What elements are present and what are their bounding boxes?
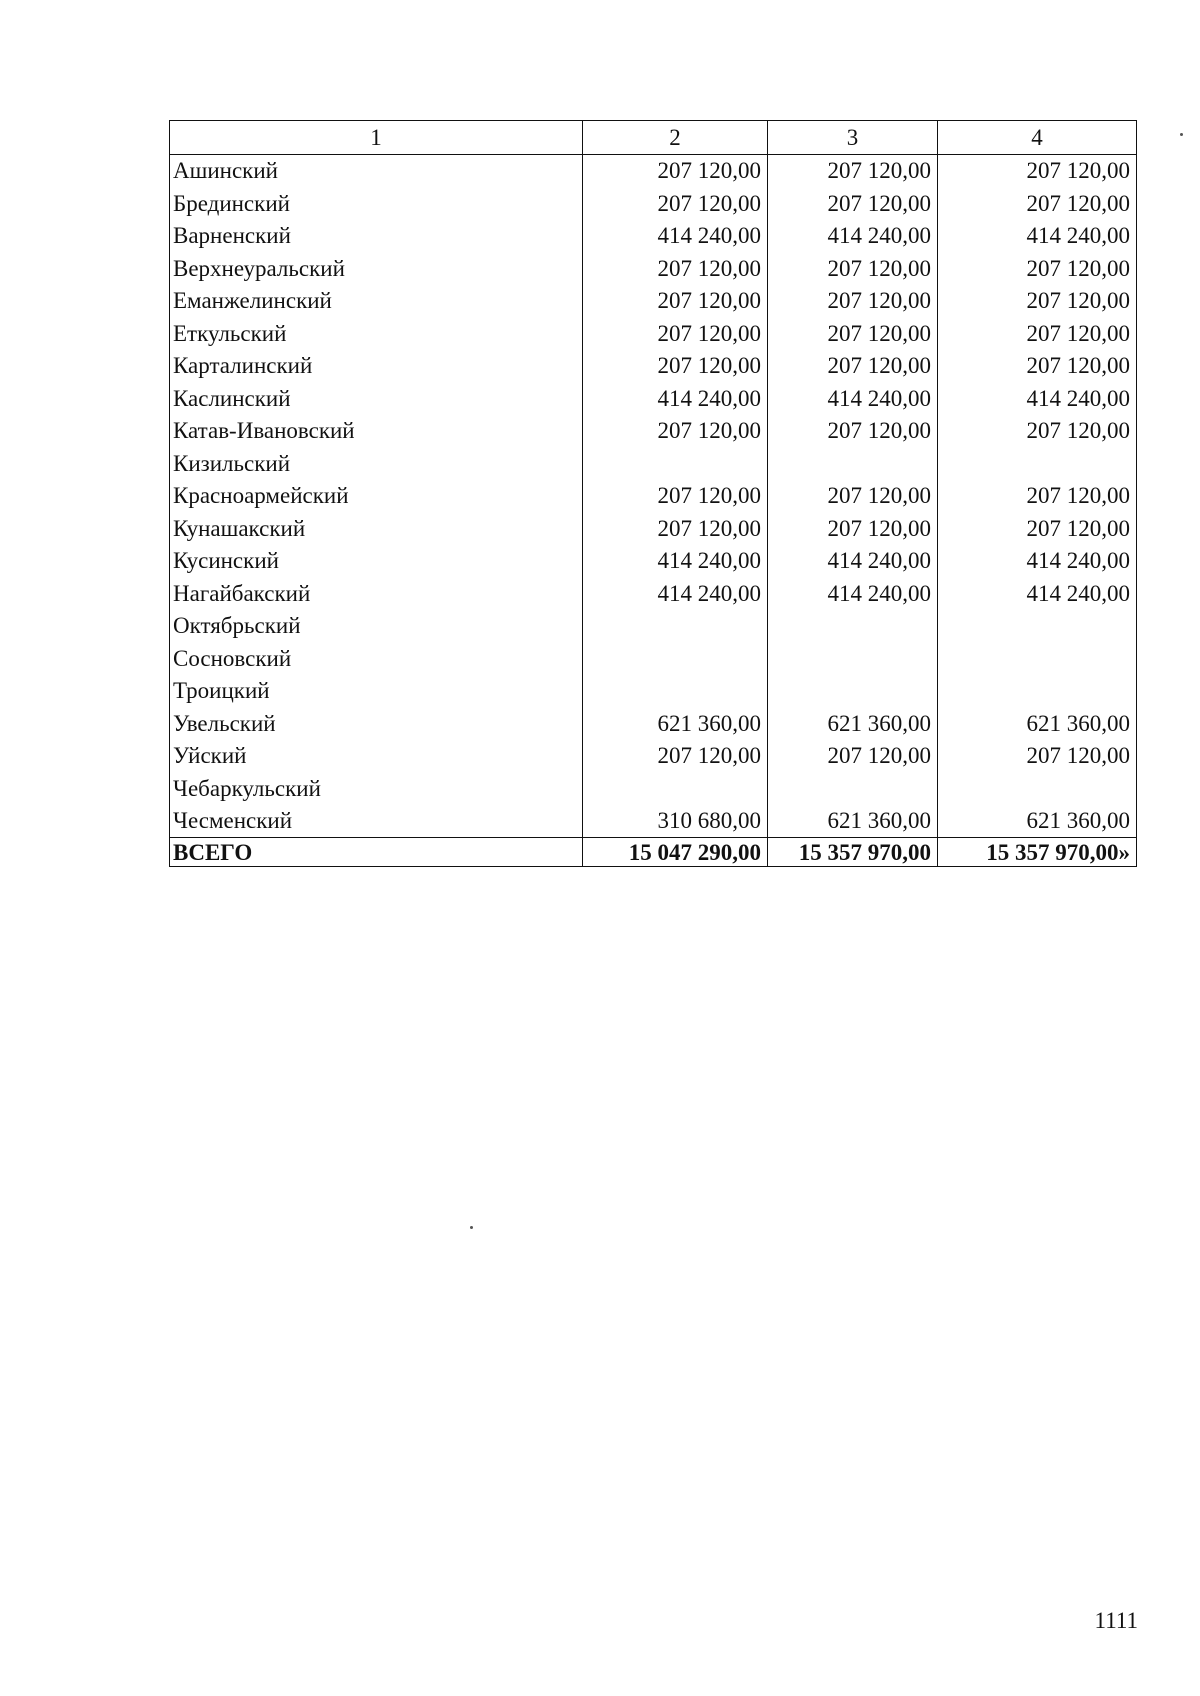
amount-cell-c2: 207 120,00: [583, 317, 768, 350]
amount-cell-c2: 414 240,00: [583, 382, 768, 415]
table-row: [170, 187, 1137, 220]
amount-cell-c4: 207 120,00: [938, 350, 1137, 383]
amount-cell-c2: [583, 772, 768, 805]
amount-cell-c3: 207 120,00: [768, 740, 938, 773]
amount-cell-c4: 414 240,00: [938, 382, 1137, 415]
table-row: [170, 480, 1137, 513]
amount-cell-c4: [938, 610, 1137, 643]
district-name: Еткульский: [173, 320, 287, 346]
amount-cell-c4: 414 240,00: [938, 220, 1137, 253]
table-row: [170, 252, 1137, 285]
amount-cell-c2: 207 120,00: [583, 512, 768, 545]
table-body: [170, 154, 1137, 867]
amount-cell-c4: 207 120,00: [938, 187, 1137, 220]
table-row: [170, 220, 1137, 253]
district-name: Карталинский: [173, 353, 313, 379]
district-name: Верхнеуральский: [173, 255, 345, 281]
amount-cell-c3: 207 120,00: [768, 350, 938, 383]
district-name: Кизильский: [173, 450, 291, 476]
amount-cell-c2: 414 240,00: [583, 220, 768, 253]
table-row: [170, 285, 1137, 318]
table-row: [170, 512, 1137, 545]
amount-cell-c3: 414 240,00: [768, 382, 938, 415]
amount-cell-c3: 207 120,00: [768, 415, 938, 448]
amount-cell-c2: 310 680,00: [583, 805, 768, 838]
table-row: [170, 675, 1137, 708]
table-row: [170, 317, 1137, 350]
district-name: Троицкий: [173, 678, 270, 704]
district-name: Нагайбакский: [173, 580, 311, 606]
total-label: ВСЕГО: [170, 838, 583, 867]
table-row: [170, 707, 1137, 740]
district-name: Еманжелинский: [173, 288, 332, 314]
amount-cell-c3: 207 120,00: [768, 285, 938, 318]
page-number: 1111: [1094, 1608, 1138, 1633]
amount-cell-c4: 621 360,00: [938, 707, 1137, 740]
district-name: Брединский: [173, 190, 290, 216]
amount-cell-c4: 207 120,00: [938, 512, 1137, 545]
column-header: 1: [170, 121, 583, 155]
amount-cell-c2: 621 360,00: [583, 707, 768, 740]
amount-cell-c3: 207 120,00: [768, 154, 938, 187]
district-name: Каслинский: [173, 385, 291, 411]
amount-cell-c4: 207 120,00: [938, 252, 1137, 285]
amount-cell-c3: 207 120,00: [768, 252, 938, 285]
amount-cell-c4: [938, 642, 1137, 675]
amount-cell-c4: 207 120,00: [938, 415, 1137, 448]
amount-cell-c2: 207 120,00: [583, 187, 768, 220]
district-name: Уйский: [173, 743, 247, 769]
total-amount-c4: 15 357 970,00»: [938, 838, 1137, 867]
allocation-table: [169, 120, 1137, 867]
district-name: Чебаркульский: [173, 775, 321, 801]
table-row: [170, 545, 1137, 578]
table-row: [170, 772, 1137, 805]
total-row: [170, 838, 1137, 867]
header-row: [170, 121, 1137, 155]
amount-cell-c4: 621 360,00: [938, 805, 1137, 838]
amount-cell-c2: [583, 447, 768, 480]
amount-cell-c2: 207 120,00: [583, 154, 768, 187]
amount-cell-c3: 414 240,00: [768, 220, 938, 253]
district-name: Чесменский: [173, 808, 293, 834]
amount-cell-c4: 207 120,00: [938, 317, 1137, 350]
amount-cell-c2: 207 120,00: [583, 252, 768, 285]
column-header: 4: [938, 121, 1137, 155]
amount-cell-c4: [938, 447, 1137, 480]
table-row: [170, 350, 1137, 383]
amount-cell-c4: [938, 772, 1137, 805]
amount-cell-c2: 207 120,00: [583, 285, 768, 318]
table-row: [170, 740, 1137, 773]
table-row: [170, 154, 1137, 187]
amount-cell-c3: 207 120,00: [768, 480, 938, 513]
column-header: 3: [768, 121, 938, 155]
amount-cell-c4: 207 120,00: [938, 480, 1137, 513]
amount-cell-c3: 207 120,00: [768, 187, 938, 220]
amount-cell-c3: 207 120,00: [768, 317, 938, 350]
amount-cell-c2: 207 120,00: [583, 415, 768, 448]
table-row: [170, 642, 1137, 675]
district-name: Катав-Ивановский: [173, 418, 355, 444]
amount-cell-c3: 207 120,00: [768, 512, 938, 545]
table-row: [170, 447, 1137, 480]
amount-cell-c3: 414 240,00: [768, 577, 938, 610]
amount-cell-c3: [768, 610, 938, 643]
amount-cell-c4: 414 240,00: [938, 545, 1137, 578]
amount-cell-c3: [768, 642, 938, 675]
table-row: [170, 382, 1137, 415]
district-name: Ашинский: [173, 158, 278, 184]
amount-cell-c2: [583, 675, 768, 708]
table-row: [170, 577, 1137, 610]
table-row: [170, 415, 1137, 448]
district-name: Увельский: [173, 710, 276, 736]
amount-cell-c3: [768, 772, 938, 805]
amount-cell-c3: 414 240,00: [768, 545, 938, 578]
district-name: Варненский: [173, 223, 291, 249]
total-amount-c3: 15 357 970,00: [768, 838, 938, 867]
scan-speck: [1180, 133, 1183, 136]
table-row: [170, 610, 1137, 643]
total-amount-c2: 15 047 290,00: [583, 838, 768, 867]
district-name: Октябрьский: [173, 613, 301, 639]
amount-cell-c4: 207 120,00: [938, 285, 1137, 318]
district-name: Кунашакский: [173, 515, 306, 541]
scan-speck: [470, 1226, 473, 1229]
amount-cell-c3: [768, 675, 938, 708]
amount-cell-c2: 414 240,00: [583, 545, 768, 578]
amount-cell-c4: 414 240,00: [938, 577, 1137, 610]
district-name: Кусинский: [173, 548, 279, 574]
amount-cell-c4: 207 120,00: [938, 154, 1137, 187]
amount-cell-c2: 207 120,00: [583, 480, 768, 513]
amount-cell-c3: 621 360,00: [768, 805, 938, 838]
amount-cell-c4: 207 120,00: [938, 740, 1137, 773]
amount-cell-c2: 207 120,00: [583, 350, 768, 383]
table-row: [170, 805, 1137, 838]
amount-cell-c2: 414 240,00: [583, 577, 768, 610]
amount-cell-c2: [583, 642, 768, 675]
column-header: 2: [583, 121, 768, 155]
amount-cell-c3: 621 360,00: [768, 707, 938, 740]
amount-cell-c2: [583, 610, 768, 643]
amount-cell-c4: [938, 675, 1137, 708]
amount-cell-c3: [768, 447, 938, 480]
district-name: Красноармейский: [173, 483, 349, 509]
district-name: Сосновский: [173, 645, 292, 671]
amount-cell-c2: 207 120,00: [583, 740, 768, 773]
